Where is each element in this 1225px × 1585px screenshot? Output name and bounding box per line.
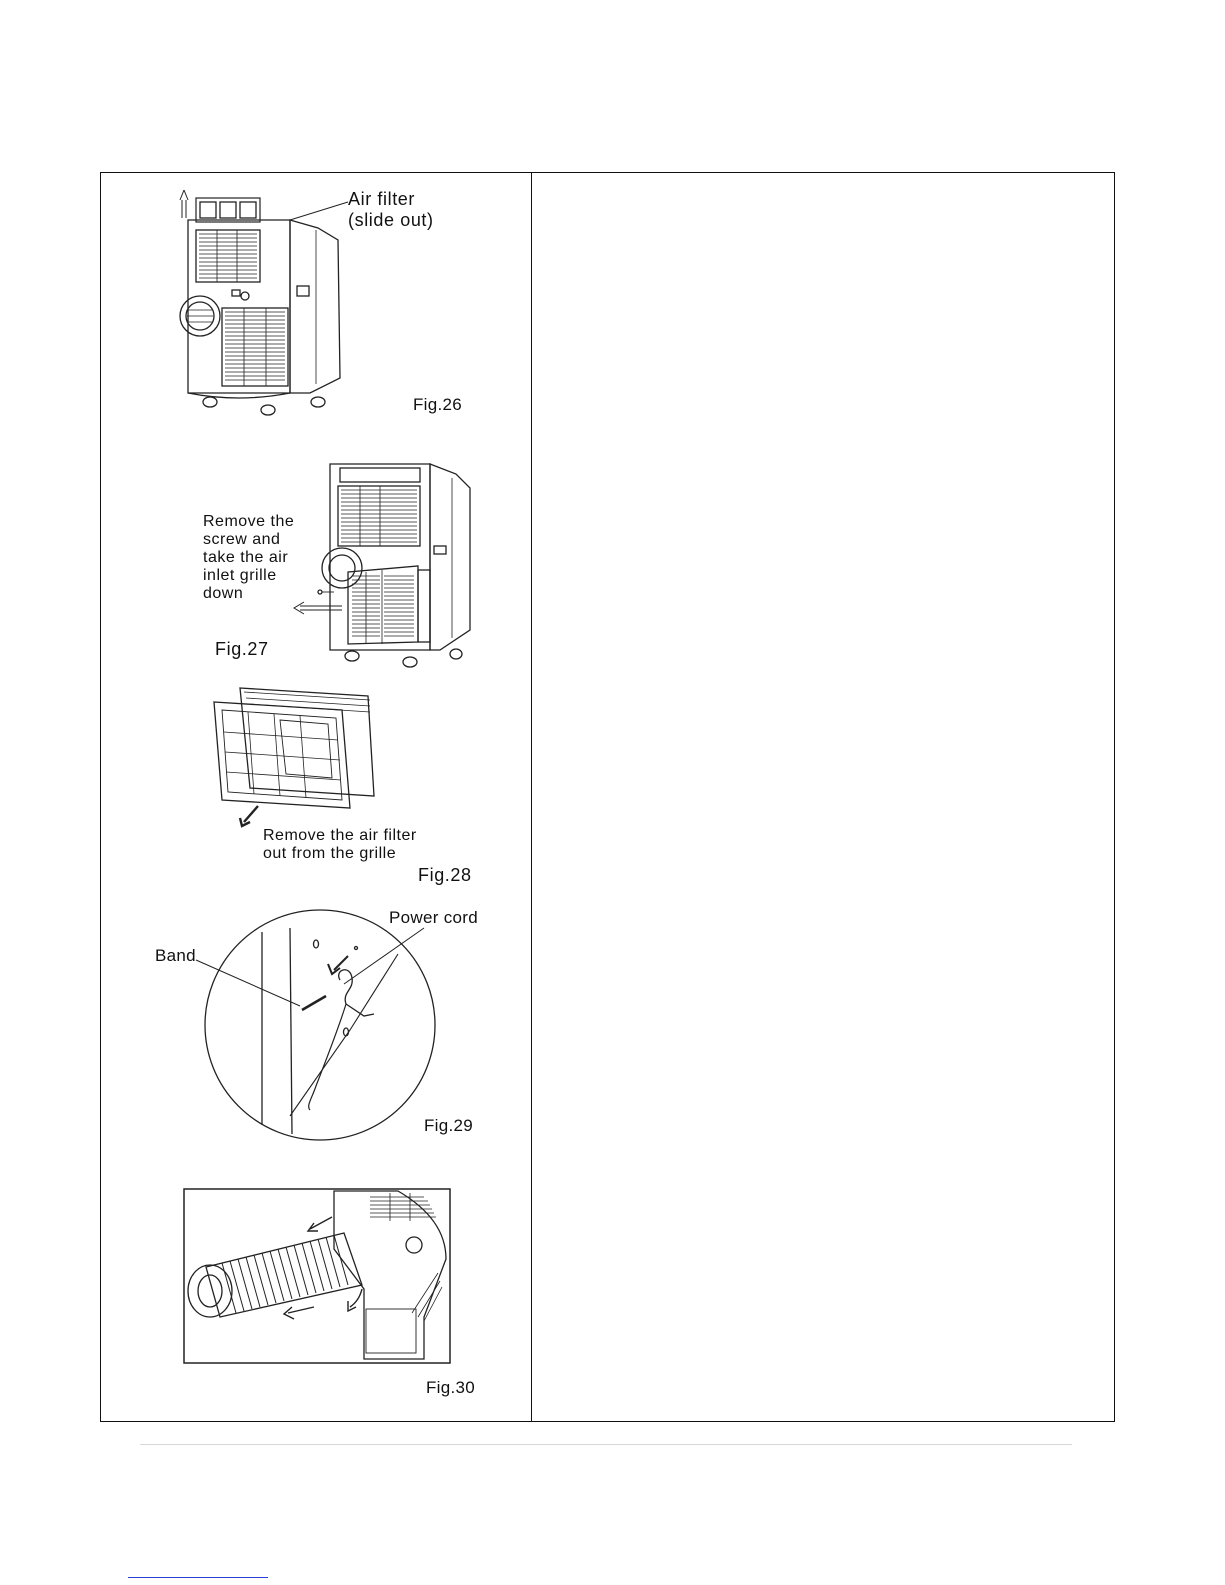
fig27-instruction-line4: inlet grille (203, 567, 277, 584)
fig27-instruction-line5: down (203, 585, 244, 602)
fig26-label: Fig.26 (413, 395, 463, 414)
fig28-label: Fig.28 (418, 865, 472, 885)
fig27-instruction-line3: take the air (203, 549, 289, 566)
fig26-callout-line1: Air filter (348, 189, 416, 209)
footer-rule (140, 1444, 1072, 1445)
fig27-illustration (290, 458, 480, 668)
fig30-illustration (184, 1189, 452, 1365)
footer-link-underline (128, 1577, 268, 1578)
fig30-label: Fig.30 (426, 1378, 476, 1397)
fig27-instruction-line2: screw and (203, 531, 281, 548)
fig27-label: Fig.27 (215, 639, 269, 659)
fig29-callout-power-cord: Power cord (389, 908, 478, 927)
fig26-illustration (170, 188, 360, 423)
fig28-instruction-line1: Remove the air filter (263, 827, 417, 844)
fig26-callout-line2: (slide out) (348, 210, 434, 230)
fig28-illustration (210, 686, 380, 826)
fig29-label: Fig.29 (424, 1116, 474, 1135)
column-divider (531, 173, 532, 1421)
fig28-instruction-line2: out from the grille (263, 845, 397, 862)
fig29-callout-band: Band (155, 946, 196, 965)
fig27-instruction-line1: Remove the (203, 513, 295, 530)
